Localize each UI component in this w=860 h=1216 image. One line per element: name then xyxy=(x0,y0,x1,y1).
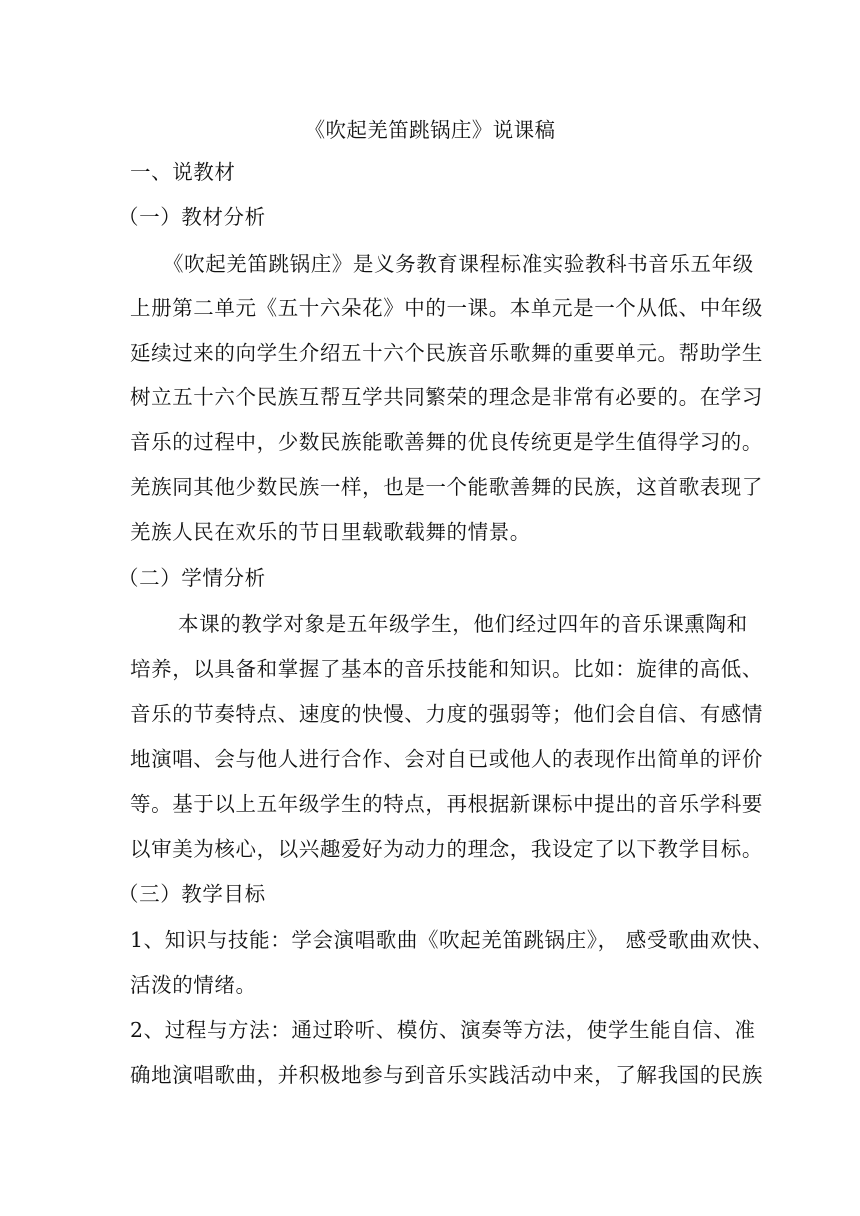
document-title: 《吹起羌笛跳锅庄》说课稿 xyxy=(304,118,556,142)
goal-line: 确地演唱歌曲，并积极地参与到音乐实践活动中来，了解我国的民族 xyxy=(130,1063,763,1087)
goal-line: 活泼的情绪。 xyxy=(130,973,257,997)
paragraph-line: 音乐的过程中，少数民族能歌善舞的优良传统更是学生值得学习的。 xyxy=(130,430,763,454)
paragraph-line: 《吹起羌笛跳锅庄》是义务教育课程标准实验教科书音乐五年级 xyxy=(163,252,754,276)
paragraph-line: 树立五十六个民族互帮互学共同繁荣的理念是非常有必要的。在学习 xyxy=(130,385,763,409)
section-heading-textbook-analysis: （一）教材分析 xyxy=(118,205,266,229)
goal-line: 1、知识与技能：学会演唱歌曲《吹起羌笛跳锅庄》， 感受歌曲欢快、 xyxy=(130,928,774,952)
paragraph-line: 以审美为核心，以兴趣爱好为动力的理念，我设定了以下教学目标。 xyxy=(130,837,763,861)
paragraph-line: 等。基于以上五年级学生的特点，再根据新课标中提出的音乐学科要 xyxy=(130,792,763,816)
section-heading-learner-analysis: （二）学情分析 xyxy=(118,566,266,590)
paragraph-line: 培养，以具备和掌握了基本的音乐技能和知识。比如：旋律的高低、 xyxy=(130,657,763,681)
goal-line: 2、过程与方法：通过聆听、模仿、演奏等方法，使学生能自信、准 xyxy=(130,1018,756,1042)
paragraph-line: 羌族人民在欢乐的节日里载歌载舞的情景。 xyxy=(130,520,531,544)
paragraph-line: 本课的教学对象是五年级学生，他们经过四年的音乐课熏陶和 xyxy=(178,612,748,636)
paragraph-line: 上册第二单元《五十六朵花》中的一课。本单元是一个从低、中年级 xyxy=(130,296,763,320)
paragraph-line: 音乐的节奏特点、速度的快慢、力度的强弱等；他们会自信、有感情 xyxy=(130,702,763,726)
paragraph-line: 羌族同其他少数民族一样，也是一个能歌善舞的民族，这首歌表现了 xyxy=(130,475,763,499)
paragraph-line: 地演唱、会与他人进行合作、会对自已或他人的表现作出简单的评价 xyxy=(130,747,763,771)
paragraph-line: 延续过来的向学生介绍五十六个民族音乐歌舞的重要单元。帮助学生 xyxy=(130,341,763,365)
heading-shuo-jiaocai: 一、说教材 xyxy=(130,160,236,184)
section-heading-teaching-goals: （三）教学目标 xyxy=(118,882,266,906)
